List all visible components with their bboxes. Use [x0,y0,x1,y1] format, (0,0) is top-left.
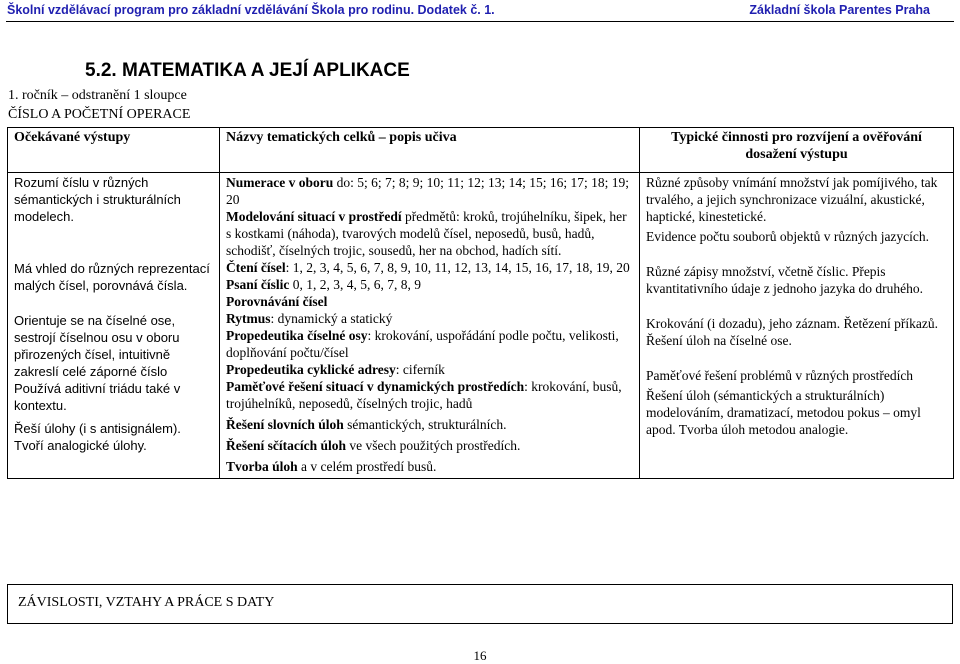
next-section-title: ZÁVISLOSTI, VZTAHY A PRÁCE S DATY [18,595,275,610]
header-outcomes: Očekávané výstupy [8,128,220,173]
topic-text: předmětů: kroků, trojúhelníku, šipek, her s kostkami (náhoda), tvarových modelů čísel, neposedů, busů, hadů, schodišť, číselných trojic, sousedů, her na obchod, hadích sítí. [226,209,627,258]
topic-text: : ciferník [395,362,445,377]
outcome-item: Má vhled do různých reprezentací malých čísel, porovnává čísla. [14,261,210,293]
topic-term: Tvorba úloh [226,459,298,474]
activity-item: Řešení úloh (sémantických a strukturálních) modelováním, dramatizací, metodou pokus – omyl apod. Tvorba úloh metodou analogie. [646,388,921,437]
topic-item [226,174,633,208]
activity-item: Různé způsoby vnímání množství jak pomíjivého, tak trvalého, a jejich synchronizace vizuální, akustické, haptické, kinestetické. [646,175,938,224]
outcome-item: Řeší úlohy (i s antisignálem). Tvoří analogické úlohy. [14,421,181,453]
topic-item [226,327,633,361]
topic-title: ČÍSLO A POČETNÍ OPERACE [8,107,191,122]
topic-text: : 1, 2, 3, 4, 5, 6, 7, 8, 9, 10, 11, 12, 13, 14, 15, 16, 17, 18, 19, 20 [285,260,630,275]
topic-term: Propedeutika cyklické adresy [226,362,396,377]
outcome-item: Používá aditivní triádu také v kontextu. [14,381,181,413]
topic-term: Modelování situací v prostředí [226,209,402,224]
activity-item: Různé zápisy množství, včetně číslic. Přepis kvantitativního údaje z jednoho jazyka do druhého. [646,264,924,296]
document-header-left: Školní vzdělávací program pro základní vzdělávání Škola pro rodinu. Dodatek č. 1. [7,3,495,17]
activity-item: Paměťové řešení problémů v různých prostředích [646,368,914,383]
section-title: 5.2. MATEMATIKA A JEJÍ APLIKACE [85,60,410,81]
topic-term: Řešení sčítacích úloh [226,438,346,453]
outcome-item: Orientuje se na číselné ose, sestrojí číselnou osu v oboru přirozených čísel, intuitivně zakreslí celé záporné číslo [14,313,180,379]
topic-text: : krokování, uspořádání podle počtu, velikosti, doplňování počtu/čísel [226,328,619,360]
topic-text: sémantických, strukturálních. [343,417,507,432]
document-header-right: Základní škola Parentes Praha [749,3,930,17]
page-number: 16 [473,648,487,663]
header-topics: Názvy tematických celků – popis učiva [220,128,640,173]
topic-term: Rytmus [226,311,271,326]
curriculum-table [7,127,954,479]
topic-term: Propedeutika číselné osy [226,328,368,343]
topic-item [226,259,633,276]
topic-text: ve všech použitých prostředích. [346,438,521,453]
outcome-item: Rozumí číslu v různých sémantických i strukturálních modelech. [14,175,181,224]
topic-item [226,378,633,412]
topic-text: : krokování, busů, trojúhelníků, neposedů, číselných trojic, hadů [226,379,622,411]
grade-note: 1. ročník – odstranění 1 sloupce [8,88,187,103]
topic-item [226,293,633,310]
topic-item [226,458,633,475]
header-divider [6,21,954,22]
activity-item: Evidence počtu souborů objektů v různých jazycích. [646,229,930,244]
table-row [8,173,954,479]
topic-item [226,416,633,433]
table-header-row [8,128,954,173]
topic-term: Paměťové řešení situací v dynamických prostředích [226,379,525,394]
topic-term: Numerace v oboru [226,175,334,190]
next-section-box [7,584,953,624]
topic-text: 0, 1, 2, 3, 4, 5, 6, 7, 8, 9 [289,277,421,292]
header-activities: Typické činnosti pro rozvíjení a ověřování dosažení výstupu [640,128,954,173]
topic-text: : dynamický a statický [270,311,393,326]
activity-item: Krokování (i dozadu), jeho záznam. Řetězení příkazů. Řešení úloh na číselné ose. [646,316,939,348]
topics-cell [220,173,640,479]
outcomes-cell [8,173,220,479]
topic-item [226,208,633,259]
topic-text: a v celém prostředí busů. [297,459,437,474]
topic-item [226,361,633,378]
topic-term: Porovnávání čísel [226,294,328,309]
activities-cell [640,173,954,479]
topic-term: Čtení čísel [226,260,286,275]
topic-term: Psaní číslic [226,277,290,292]
topic-item [226,276,633,293]
topic-term: Řešení slovních úloh [226,417,344,432]
topic-item [226,310,633,327]
topic-text: do: 5; 6; 7; 8; 9; 10; 11; 12; 13; 14; 15; 16; 17; 18; 19; 20 [226,175,629,207]
topic-item [226,437,633,454]
